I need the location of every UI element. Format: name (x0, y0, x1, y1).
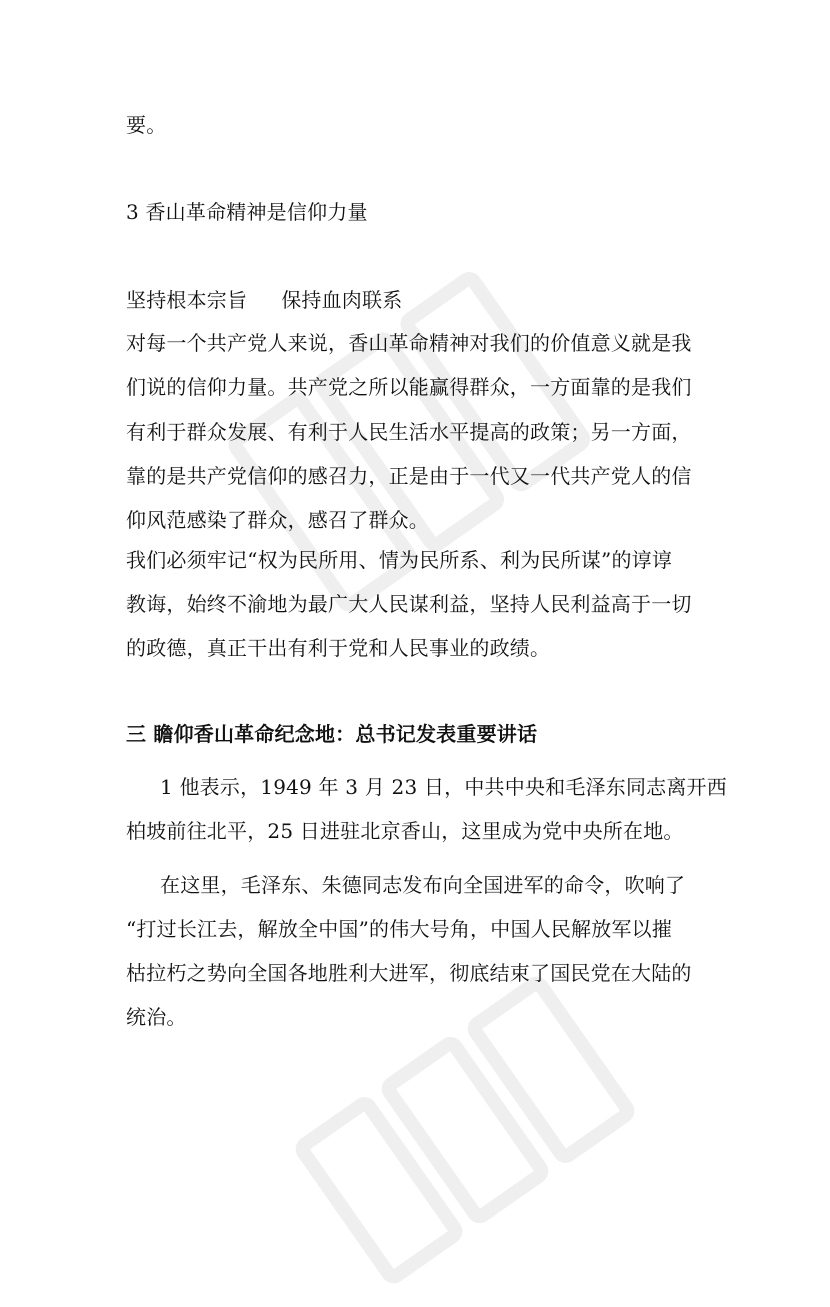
paragraph-4-line: 统治。 (126, 1005, 187, 1029)
subheading-part-2: 保持血肉联系 (281, 288, 403, 312)
paragraph-1-line: 们说的信仰力量。共产党之所以能赢得群众，一方面靠的是我们 (126, 375, 692, 399)
paragraph-1-line: 对每一个共产党人来说，香山革命精神对我们的价值意义就是我 (126, 331, 692, 355)
paragraph-2-line: 教诲，始终不渝地为最广大人民谋利益，坚持人民利益高于一切 (126, 592, 692, 616)
section-3-title: 3 香山革命精神是信仰力量 (126, 200, 368, 224)
paragraph-2-line: 我们必须牢记“权为民所用、情为民所系、利为民所谋”的谆谆 (126, 548, 673, 572)
paragraph-3-line: 柏坡前往北平，25 日进驻北京香山，这里成为党中央所在地。 (126, 819, 684, 843)
paragraph-1-line: 有利于群众发展、有利于人民生活水平提高的政策；另一方面， (126, 420, 692, 444)
paragraph-1-line: 靠的是共产党信仰的感召力，正是由于一代又一代共产党人的信 (126, 464, 692, 488)
chapter-3-title: 三 瞻仰香山革命纪念地：总书记发表重要讲话 (126, 722, 538, 746)
paragraph-4-line: 在这里，毛泽东、朱德同志发布向全国进军的命令，吹响了 (160, 873, 686, 897)
paragraph-2-line: 的政德，真正干出有利于党和人民事业的政绩。 (126, 636, 551, 660)
subheading (126, 286, 402, 314)
subheading-part-1: 坚持根本宗旨 (126, 288, 248, 312)
paragraph-3-line: 1 他表示，1949 年 3 月 23 日，中共中央和毛泽东同志离开西 (160, 775, 727, 799)
paragraph-1-line: 仰风范感染了群众，感召了群众。 (126, 508, 429, 532)
paragraph-4-line: “打过长江去，解放全中国”的伟大号角，中国人民解放军以摧 (126, 917, 673, 941)
paragraph-end-text: 要。 (126, 113, 167, 137)
paragraph-4-line: 枯拉朽之势向全国各地胜利大进军，彻底结束了国民党在大陆的 (126, 961, 692, 985)
